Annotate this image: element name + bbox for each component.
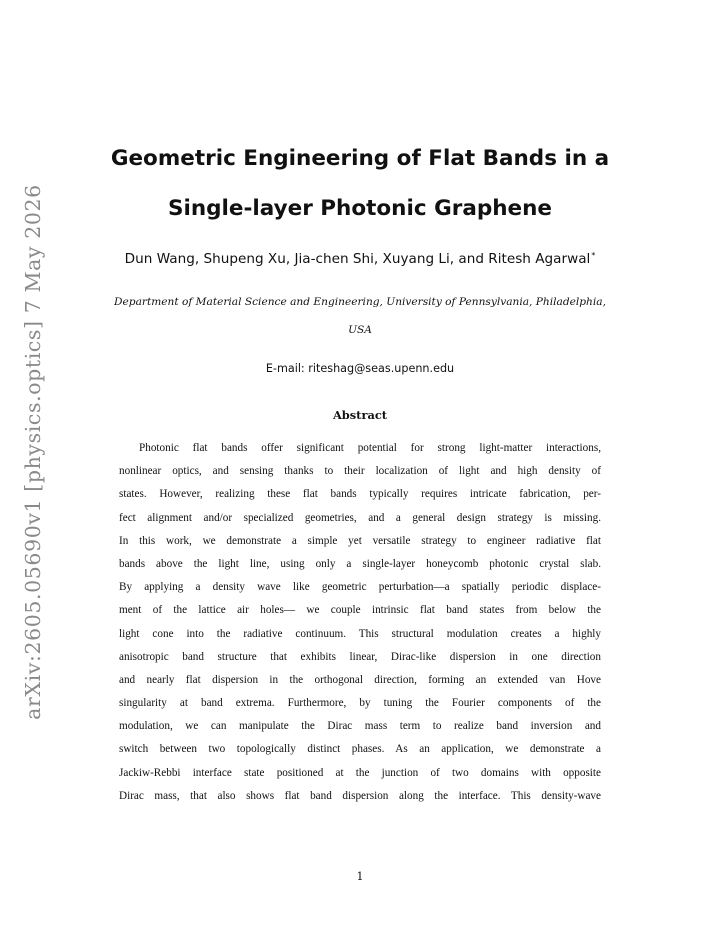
author-names: Dun Wang, Shupeng Xu, Jia-chen Shi, Xuyang Li, and Ritesh Agarwal bbox=[124, 251, 591, 267]
abstract-body bbox=[119, 437, 601, 808]
abstract-line: Photonic flat bands offer significant potential for strong light-matter interactions, bbox=[139, 442, 601, 454]
abstract-line: fect alignment and/or specialized geometries, and a general design strategy is missing. bbox=[119, 511, 601, 524]
abstract-line: switch between two topologically distinct phases. As an application, we demonstrate a bbox=[119, 743, 601, 756]
affiliation bbox=[72, 288, 648, 344]
arxiv-margin-stamp bbox=[19, 184, 47, 720]
abstract-heading: Abstract bbox=[332, 408, 388, 422]
abstract-line: Jackiw-Rebbi interface state positioned at the junction of two domains with opposite bbox=[119, 766, 601, 779]
arxiv-identifier: arXiv:2605.05690v1 [physics.optics] 7 May 2026 bbox=[21, 184, 45, 720]
author-list bbox=[60, 246, 660, 269]
abstract-line: ment of the lattice air holes— we couple intrinsic flat band states from below the bbox=[119, 604, 601, 617]
abstract-line: bands above the light line, using only a single-layer honeycomb photonic crystal slab. bbox=[119, 557, 601, 570]
abstract-line: modulation, we can manipulate the Dirac mass term to realize band inversion and bbox=[119, 720, 601, 733]
title-line-2: Single-layer Photonic Graphene bbox=[167, 196, 553, 221]
abstract-line: light cone into the radiative continuum. This structural modulation creates a highly bbox=[119, 627, 601, 640]
title-line-1: Geometric Engineering of Flat Bands in a bbox=[110, 146, 610, 171]
abstract-line: singularity at band extrema. Furthermore, by tuning the Fourier components of the bbox=[119, 697, 601, 710]
affiliation-line-1: Department of Material Science and Engineering, University of Pennsylvania, Philadelphia, bbox=[114, 296, 606, 308]
abstract-line: In this work, we demonstrate a simple yet versatile strategy to engineer radiative flat bbox=[119, 534, 601, 547]
paper-title bbox=[80, 134, 640, 234]
abstract-line: Dirac mass, that also shows flat band dispersion along the interface. This density-wave bbox=[119, 789, 601, 802]
abstract-line: states. However, realizing these flat bands typically requires intricate fabrication, per- bbox=[119, 488, 601, 501]
corresponding-author-mark: * bbox=[591, 251, 596, 260]
abstract-line: anisotropic band structure that exhibits linear, Dirac-like dispersion in one direction bbox=[119, 650, 601, 663]
page-number: 1 bbox=[356, 870, 364, 883]
affiliation-line-2: USA bbox=[348, 324, 372, 336]
abstract-line: nonlinear optics, and sensing thanks to their localization of light and high density of bbox=[119, 465, 601, 478]
abstract-line: and nearly flat dispersion in the orthogonal direction, forming an extended van Hove bbox=[119, 673, 601, 686]
contact-email: E-mail: riteshag@seas.upenn.edu bbox=[265, 362, 455, 375]
abstract-line: By applying a density wave like geometric perturbation—a spatially periodic displace- bbox=[119, 581, 601, 594]
